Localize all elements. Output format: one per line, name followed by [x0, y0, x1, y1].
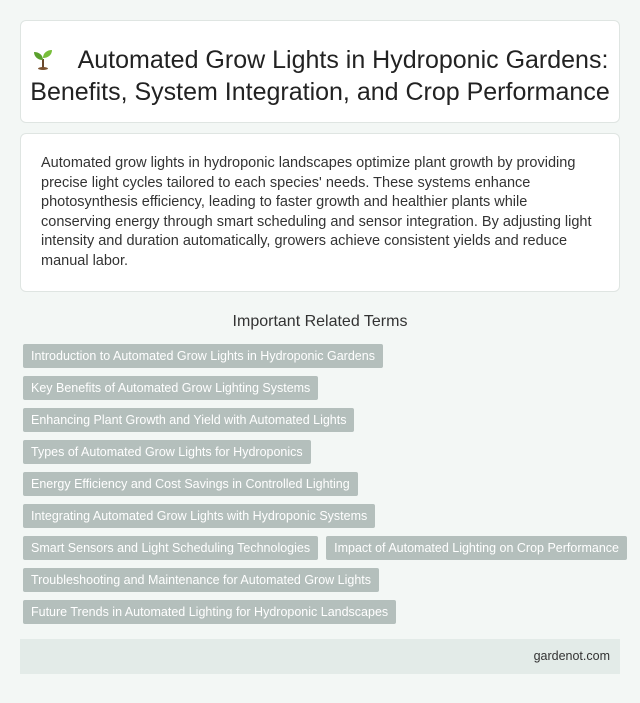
related-term-tag[interactable]: Troubleshooting and Maintenance for Automated Grow Lights: [23, 568, 379, 592]
tag-row: [23, 344, 623, 368]
page-title: [21, 44, 619, 108]
related-terms-list: [23, 344, 623, 632]
tag-row: [23, 504, 623, 528]
related-term-tag[interactable]: Types of Automated Grow Lights for Hydroponics: [23, 440, 311, 464]
related-term-tag[interactable]: Introduction to Automated Grow Lights in Hydroponic Gardens: [23, 344, 383, 368]
tag-row: [23, 472, 623, 496]
title-line-2: Benefits, System Integration, and Crop Performance: [30, 78, 610, 106]
sprout-icon: [32, 48, 54, 70]
summary-card: [20, 133, 620, 292]
related-term-tag[interactable]: Impact of Automated Lighting on Crop Performance: [326, 536, 627, 560]
related-term-tag[interactable]: Energy Efficiency and Cost Savings in Controlled Lighting: [23, 472, 358, 496]
related-term-tag[interactable]: Future Trends in Automated Lighting for Hydroponic Landscapes: [23, 600, 396, 624]
related-terms-heading: Important Related Terms: [232, 313, 408, 330]
tag-row: [23, 440, 623, 464]
related-term-tag[interactable]: Enhancing Plant Growth and Yield with Automated Lights: [23, 408, 354, 432]
title-line-1: Automated Grow Lights in Hydroponic Gardens:: [77, 46, 609, 74]
tag-row: [23, 568, 623, 592]
tag-row: [23, 600, 623, 624]
tag-row: [23, 536, 623, 560]
site-link[interactable]: gardenot.com: [533, 649, 610, 663]
related-term-tag[interactable]: Integrating Automated Grow Lights with Hydroponic Systems: [23, 504, 375, 528]
footer: [20, 639, 620, 674]
related-term-tag[interactable]: Key Benefits of Automated Grow Lighting Systems: [23, 376, 318, 400]
title-card: [20, 20, 620, 123]
tag-row: [23, 408, 623, 432]
related-term-tag[interactable]: Smart Sensors and Light Scheduling Technologies: [23, 536, 318, 560]
summary-text: Automated grow lights in hydroponic landscapes optimize plant growth by providing precise light cycles tailored to each species' needs. These systems enhance photosynthesis efficiency, leading to faster growth and healthier plants while conserving energy through smart scheduling and sensor integration. By adjusting light intensity and duration automatically, growers achieve consistent yields and reduce manual labor.: [41, 155, 592, 269]
tag-row: [23, 376, 623, 400]
